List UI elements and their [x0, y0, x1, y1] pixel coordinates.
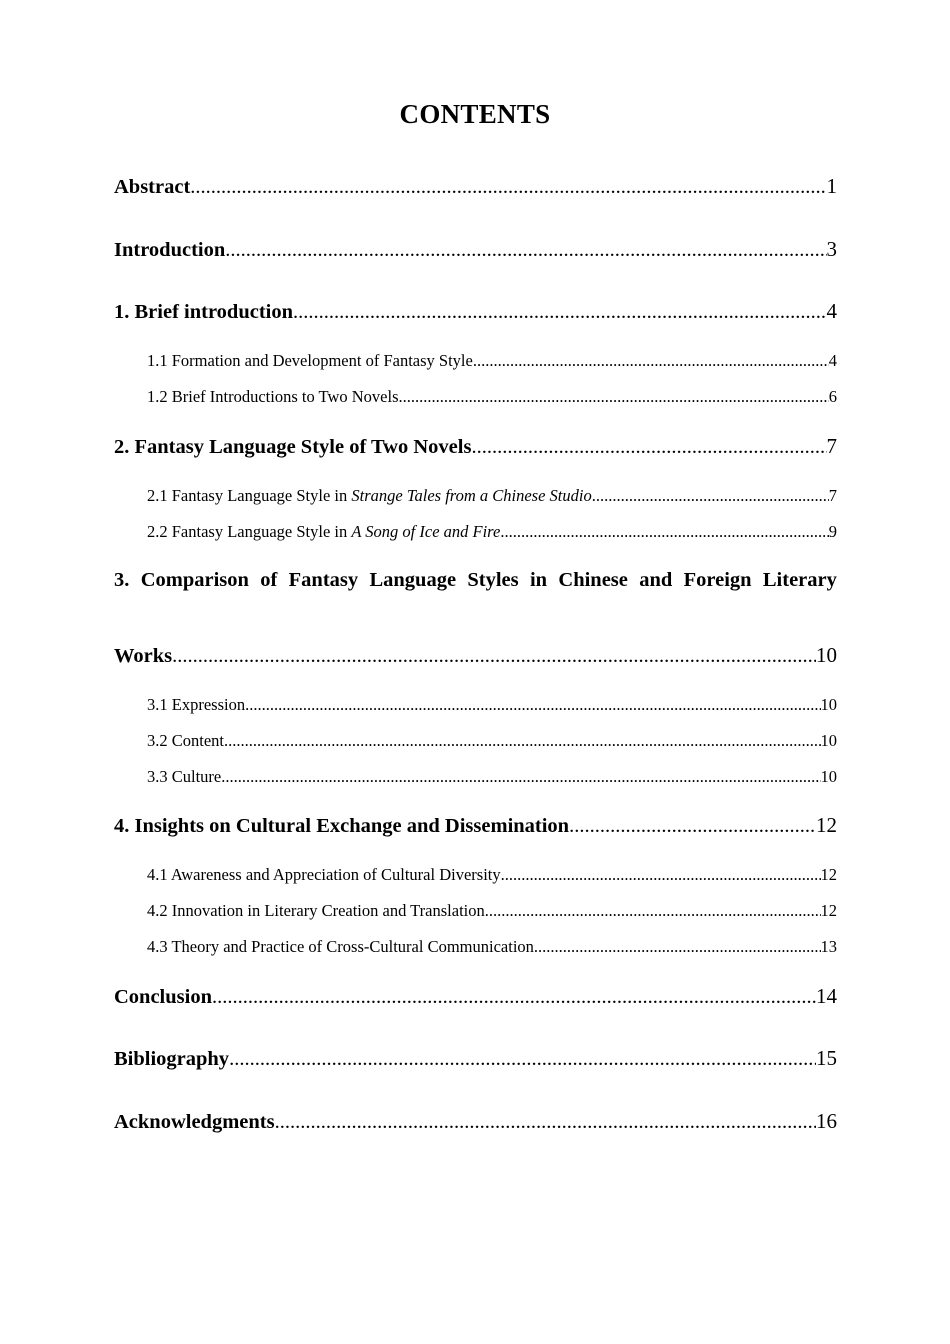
- dot-leader: [485, 900, 821, 922]
- toc-page-number: 14: [816, 984, 837, 1008]
- page-title: CONTENTS: [399, 99, 551, 129]
- dot-leader: [190, 174, 826, 200]
- dot-leader: [245, 694, 820, 716]
- toc-page-number: 1: [826, 174, 837, 198]
- dot-leader: [592, 485, 829, 507]
- toc-entry-1-2[interactable]: [147, 386, 837, 408]
- toc-entry-3-3[interactable]: [147, 766, 837, 788]
- toc-entry-3-2[interactable]: [147, 730, 837, 752]
- toc-word: 3.: [114, 569, 130, 591]
- toc-word: Chinese: [558, 569, 628, 591]
- toc-label: Bibliography: [114, 1048, 230, 1070]
- dot-leader: [534, 936, 821, 958]
- toc-label: 2. Fantasy Language Style of Two Novels: [114, 436, 472, 458]
- toc-page-number: 7: [828, 486, 837, 505]
- dot-leader: [172, 643, 816, 669]
- toc-entry-1-1[interactable]: [147, 350, 837, 372]
- toc-entry-bibliography[interactable]: [114, 1045, 837, 1072]
- dot-leader: [500, 521, 828, 543]
- toc-label: [147, 485, 592, 507]
- toc-page-number: 3: [826, 237, 837, 261]
- toc-entry-3-1[interactable]: [147, 694, 837, 716]
- toc-word: Fantasy: [288, 569, 359, 591]
- toc-entry-2-1[interactable]: [147, 485, 837, 507]
- toc-label: Acknowledgments: [114, 1111, 275, 1133]
- toc-label: 1. Brief introduction: [114, 301, 293, 323]
- toc-word: Language: [369, 569, 457, 591]
- toc-page-number: 7: [826, 434, 837, 458]
- toc-label: 4.3 Theory and Practice of Cross-Cultural Communication: [147, 937, 534, 956]
- toc-entry-abstract[interactable]: [114, 173, 837, 200]
- toc-entry-4-1[interactable]: [147, 864, 837, 886]
- toc-word: Foreign: [683, 569, 752, 591]
- toc-page-number: 9: [828, 522, 837, 541]
- dot-leader: [224, 730, 821, 752]
- toc-entry-insights[interactable]: [114, 812, 837, 839]
- toc-label: Introduction: [114, 239, 226, 261]
- dot-leader: [501, 864, 821, 886]
- dot-leader: [293, 299, 827, 325]
- toc-label: 1.2 Brief Introductions to Two Novels: [147, 387, 399, 406]
- toc-page-number: 10: [816, 643, 837, 667]
- book-title: A Song of Ice and Fire: [351, 522, 501, 541]
- toc-page-number: 15: [816, 1046, 837, 1070]
- toc-page-number: 12: [816, 813, 837, 837]
- toc-word: of: [260, 569, 278, 591]
- toc-label: 3.3 Culture: [147, 767, 222, 786]
- toc-entry-acknowledgments[interactable]: [114, 1108, 837, 1135]
- toc-word: and: [639, 569, 673, 591]
- toc-label: 4.2 Innovation in Literary Creation and Translation: [147, 901, 485, 920]
- toc-label: 3.2 Content: [147, 731, 224, 750]
- toc-entry-comparison-line1[interactable]: [114, 567, 837, 593]
- dot-leader: [569, 813, 816, 839]
- toc-entry-fantasy-language-style[interactable]: [114, 433, 837, 460]
- toc-page-number: 10: [820, 731, 837, 750]
- toc-label: 3.1 Expression: [147, 695, 246, 714]
- toc-word: Styles: [467, 569, 519, 591]
- toc-label: Works: [114, 645, 173, 667]
- dot-leader: [225, 237, 826, 263]
- toc-entry-comparison-line2[interactable]: [114, 642, 837, 669]
- toc-word: Comparison: [140, 569, 249, 591]
- dot-leader: [399, 386, 829, 408]
- toc-word: in: [529, 569, 548, 591]
- toc-entry-brief-introduction[interactable]: [114, 298, 837, 325]
- toc-page-number: 4: [828, 351, 837, 370]
- toc-page-number: 13: [820, 937, 837, 956]
- toc-word: Literary: [762, 569, 837, 591]
- toc-label: Abstract: [114, 176, 191, 198]
- toc-entry-4-2[interactable]: [147, 900, 837, 922]
- toc-page-number: 6: [828, 387, 837, 406]
- dot-leader: [471, 434, 826, 460]
- toc-page-number: 4: [826, 299, 837, 323]
- toc-entry-2-2[interactable]: [147, 521, 837, 543]
- toc-entry-introduction[interactable]: [114, 236, 837, 263]
- toc-label: 4.1 Awareness and Appreciation of Cultural Diversity: [147, 865, 501, 884]
- toc-label-prefix: 2.1 Fantasy Language Style in: [147, 486, 352, 505]
- dot-leader: [275, 1109, 816, 1135]
- toc-page-number: 16: [816, 1109, 837, 1133]
- book-title: Strange Tales from a Chinese Studio: [351, 486, 592, 505]
- dot-leader: [473, 350, 829, 372]
- toc-page-number: 12: [820, 901, 837, 920]
- toc-label-prefix: 2.2 Fantasy Language Style in: [147, 522, 352, 541]
- dot-leader: [221, 766, 820, 788]
- toc-label: 1.1 Formation and Development of Fantasy Style: [147, 351, 473, 370]
- toc-label: 4. Insights on Cultural Exchange and Dissemination: [114, 815, 570, 837]
- toc-page-number: 12: [820, 865, 837, 884]
- toc-label: Conclusion: [114, 986, 212, 1008]
- dot-leader: [229, 1046, 816, 1072]
- toc-label: [147, 521, 500, 543]
- toc-entry-conclusion[interactable]: [114, 983, 837, 1010]
- toc-entry-4-3[interactable]: [147, 936, 837, 958]
- toc-page-number: 10: [820, 767, 837, 786]
- dot-leader: [212, 984, 816, 1010]
- toc-page-number: 10: [820, 695, 837, 714]
